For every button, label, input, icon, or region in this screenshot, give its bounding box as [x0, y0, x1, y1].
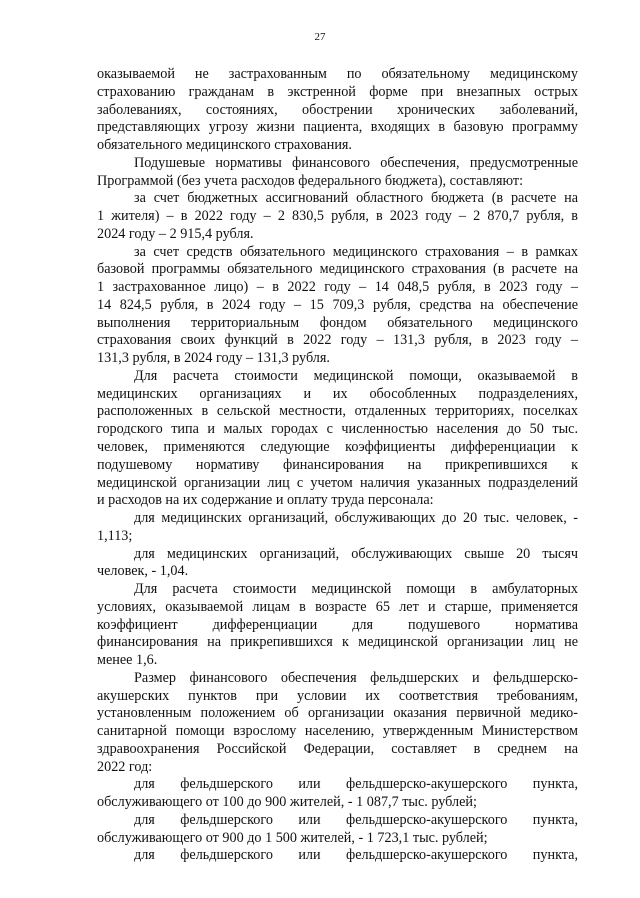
text-line: санитарной помощи взрослому населению, утвержденным Министерством	[97, 723, 578, 740]
text-line: медицинских организациях и их обособленных подразделениях,	[97, 385, 578, 402]
text-line: представляющих угрозу жизни пациента, входящих в базовую программу	[97, 119, 578, 136]
text-line: Программой (без учета расходов федерального бюджета), составляют:	[97, 172, 524, 189]
text-line: за счет бюджетных ассигнований областного бюджета (в расчете на	[134, 190, 578, 207]
text-line: за счет средств обязательного медицинского страхования – в рамках	[134, 243, 578, 260]
text-line: коэффициент дифференциации для подушевого норматива	[97, 616, 578, 633]
text-line: для фельдшерского или фельдшерско-акушерского пункта,	[134, 847, 578, 864]
text-line: обслуживающего от 100 до 900 жителей, - 1 087,7 тыс. рублей;	[97, 794, 477, 811]
text-line: Подушевые нормативы финансового обеспечения, предусмотренные	[134, 154, 578, 171]
text-line: Для расчета стоимости медицинской помощи в амбулаторных	[134, 581, 578, 597]
text-line: расположенных в сельской местности, отдаленных территориях, поселках	[97, 403, 578, 420]
text-line: здравоохранения Российской Федерации, составляет в среднем на	[97, 740, 578, 757]
text-line: для фельдшерского или фельдшерско-акушерского пункта,	[134, 811, 578, 828]
text-line: 2022 год:	[97, 758, 153, 775]
text-line: страхованию гражданам в экстренной форме при внезапных острых	[97, 83, 578, 100]
text-line: человек, - 1,04.	[97, 563, 189, 580]
text-line: 1 жителя) – в 2022 году – 2 830,5 рубля, в 2023 году – 2 870,7 рубля, в	[97, 208, 578, 225]
text-line: 14 824,5 рубля, в 2024 году – 15 709,3 рубля, средства на обеспечение	[97, 296, 578, 313]
text-line: для медицинских организаций, обслуживающих свыше 20 тысяч	[134, 545, 578, 562]
text-line: условиях, оказываемой лицам в возрасте 65 лет и старше, применяется	[97, 598, 578, 615]
text-line: человек, применяются следующие коэффициенты дифференциации к	[97, 439, 578, 455]
text-line: базовой программы обязательного медицинского страхования (в расчете на	[97, 261, 578, 278]
text-line: оказываемой не застрахованным по обязательному медицинскому	[97, 66, 578, 82]
text-line: обслуживающего от 900 до 1 500 жителей, - 1 723,1 тыс. рублей;	[97, 829, 488, 846]
text-line: акушерских пунктов при условии их соответствия требованиям,	[97, 687, 578, 704]
text-line: 1 застрахованное лицо) – в 2022 году – 14 048,5 рубля, в 2023 году –	[97, 279, 578, 296]
text-line: Размер финансового обеспечения фельдшерских и фельдшерско-	[134, 669, 578, 686]
page-number: 27	[314, 31, 326, 43]
text-line: установленным положением об организации оказания первичной медико-	[97, 705, 578, 722]
text-line: финансирования на прикрепившихся к медицинской организации лиц не	[97, 634, 578, 651]
text-line: выполнения территориальным фондом обязательного медицинского	[97, 314, 578, 331]
text-line: для фельдшерского или фельдшерско-акушерского пункта,	[134, 776, 578, 793]
text-line: для медицинских организаций, обслуживающих до 20 тыс. человек, -	[134, 510, 578, 526]
text-line: обязательного медицинского страхования.	[97, 137, 352, 153]
text-line: подушевому нормативу финансирования на прикрепившихся к	[97, 456, 578, 473]
text-line: страхования своих функций в 2022 году – 131,3 рубля, в 2023 году –	[97, 332, 578, 349]
text-line: городского типа и малых городах с численностью населения до 50 тыс.	[97, 421, 578, 438]
text-line: менее 1,6.	[97, 652, 158, 669]
text-line: медицинской организации лиц с учетом наличия указанных подразделений	[97, 474, 578, 491]
text-line: и расходов на их содержание и оплату труда персонала:	[97, 492, 434, 509]
text-line: Для расчета стоимости медицинской помощи, оказываемой в	[134, 367, 578, 384]
text-line: 2024 году – 2 915,4 рубля.	[97, 225, 254, 242]
text-line: заболеваниях, состояниях, обострении хронических заболеваний,	[97, 101, 578, 118]
text-line: 1,113;	[97, 527, 133, 544]
text-line: 131,3 рубля, в 2024 году – 131,3 рубля.	[97, 350, 330, 367]
